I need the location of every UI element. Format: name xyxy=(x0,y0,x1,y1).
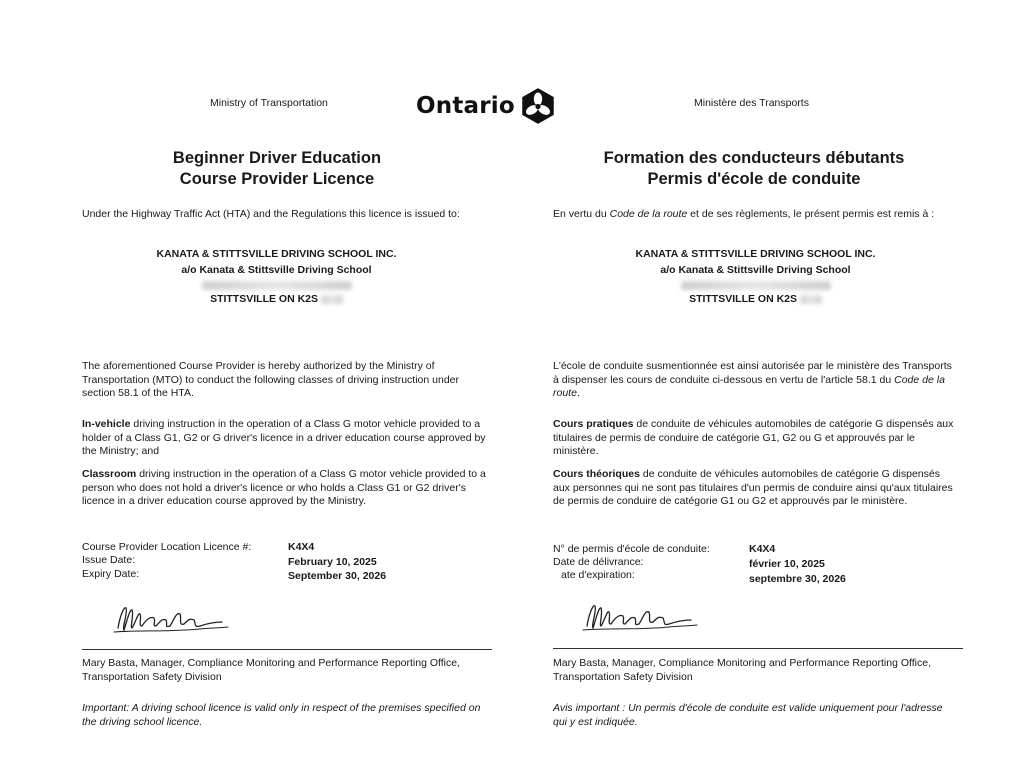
trillium-icon xyxy=(520,88,556,124)
signatory-fr: Mary Basta, Manager, Compliance Monitoring and Performance Reporting Office, Transportation Safety Division xyxy=(553,657,931,683)
classroom-en xyxy=(82,468,487,509)
expiry-value-fr: septembre 30, 2026 xyxy=(749,573,846,585)
licence-number-row-fr xyxy=(553,543,776,555)
company-name-fr: KANATA & STITTSVILLE DRIVING SCHOOL INC. xyxy=(635,248,876,260)
important-note-en: Important: A driving school licence is valid only in respect of the premises specified on the driving school licence. xyxy=(82,702,481,728)
ontario-wordmark: Ontario xyxy=(416,93,515,119)
title-line2: Course Provider Licence xyxy=(179,170,375,188)
title-line2: Permis d'école de conduite xyxy=(647,170,861,188)
city-en: STITTSVILLE ON K2S xyxy=(210,293,318,305)
expiry-label-fr: ate d'expiration: xyxy=(561,569,635,581)
ao-name-en: a/o Kanata & Stittsville Driving School xyxy=(181,264,372,276)
issue-value-en: February 10, 2025 xyxy=(288,556,377,568)
authorization-en: The aforementioned Course Provider is hereby authorized by the Ministry of Transportation (MTO) to conduct the following classes of driving instruction under section 58.1 of the HTA. xyxy=(82,360,460,399)
signature-rule-fr xyxy=(553,648,963,649)
licence-label-en: Course Provider Location Licence #: xyxy=(82,541,252,553)
pratiques-label: Cours pratiques xyxy=(553,418,634,430)
licence-label-fr: N° de permis d'école de conduite: xyxy=(553,543,710,555)
expiry-label-en: Expiry Date: xyxy=(82,568,140,580)
expiry-date-row-en xyxy=(82,568,387,582)
city-line-fr xyxy=(553,293,958,307)
authorization-fr: L'école de conduite susmentionnée est ainsi autorisée par le ministère des Transports à dispenser les cours de conduite ci-dessous en vertu de l'article 58.1 du Code de la route. xyxy=(553,360,952,399)
postal-redacted-fr xyxy=(800,295,822,304)
ministry-name-fr: Ministère des Transports xyxy=(694,97,809,109)
address-redacted-en xyxy=(74,279,479,293)
address-redacted-fr xyxy=(553,279,958,293)
issue-label-en: Issue Date: xyxy=(82,554,136,566)
expiry-date-row-fr xyxy=(561,569,846,585)
signature-rule-en xyxy=(82,649,492,650)
pratiques-fr xyxy=(553,418,958,459)
licence-value-fr: K4X4 xyxy=(749,543,776,555)
theoriques-text: de conduite de véhicules automobiles de catégorie G dispensés aux personnes qui ne sont pas titulaires d'un permis de conduire ainsi qu'aux titulaires de permis de conduire de catégorie G1 ou G2 et approuvés par le ministère. xyxy=(553,468,953,507)
licence-value-en: K4X4 xyxy=(288,541,315,553)
invehicle-en xyxy=(82,418,487,459)
ontario-logo xyxy=(416,88,556,124)
company-name-en: KANATA & STITTSVILLE DRIVING SCHOOL INC. xyxy=(156,248,397,260)
signature-en xyxy=(110,598,240,638)
signature-fr xyxy=(579,596,709,636)
invehicle-label: In-vehicle xyxy=(82,418,131,430)
theoriques-label: Cours théoriques xyxy=(553,468,640,480)
issue-value-fr: février 10, 2025 xyxy=(749,558,825,570)
postal-redacted-en xyxy=(321,295,343,304)
intro-fr: En vertu du Code de la route et de ses règlements, le présent permis est remis à : xyxy=(553,208,935,220)
theoriques-fr xyxy=(553,468,958,509)
title-line1: Beginner Driver Education xyxy=(172,149,382,167)
classroom-label: Classroom xyxy=(82,468,137,480)
pratiques-text: de conduite de véhicules automobiles de catégorie G dispensés aux titulaires de permis de conduire de catégorie G1, G2 ou G et approuvés par le ministère. xyxy=(553,418,954,457)
city-line-en xyxy=(74,293,479,307)
classroom-text: driving instruction in the operation of a Class G motor vehicle provided to a person who does not hold a driver's licence or who holds a Class G1 or G2 driver's licence in a driver education course approved by the Ministry. xyxy=(82,468,486,507)
issue-label-fr: Date de délivrance: xyxy=(553,556,644,568)
intro-en: Under the Highway Traffic Act (HTA) and the Regulations this licence is issued to: xyxy=(82,208,460,220)
expiry-value-en: September 30, 2026 xyxy=(288,570,387,582)
city-fr: STITTSVILLE ON K2S xyxy=(689,293,797,305)
title-fr xyxy=(554,148,954,190)
signatory-en: Mary Basta, Manager, Compliance Monitoring and Performance Reporting Office, Transportation Safety Division xyxy=(82,657,460,683)
ministry-name-en: Ministry of Transportation xyxy=(210,97,328,109)
issue-date-row-fr xyxy=(553,556,825,570)
important-note-fr: Avis important : Un permis d'école de conduite est valide uniquement pour l'adresse qui y est indiquée. xyxy=(553,702,943,728)
invehicle-text: driving instruction in the operation of a Class G motor vehicle provided to a holder of a Class G1, G2 or G driver's licence in a driver education course approved by the Ministry; and xyxy=(82,418,486,457)
licence-number-row-en xyxy=(82,541,315,553)
title-line1: Formation des conducteurs débutants xyxy=(603,149,905,167)
ao-name-fr: a/o Kanata & Stittsville Driving School xyxy=(660,264,851,276)
issue-date-row-en xyxy=(82,554,377,568)
title-en xyxy=(72,148,482,190)
